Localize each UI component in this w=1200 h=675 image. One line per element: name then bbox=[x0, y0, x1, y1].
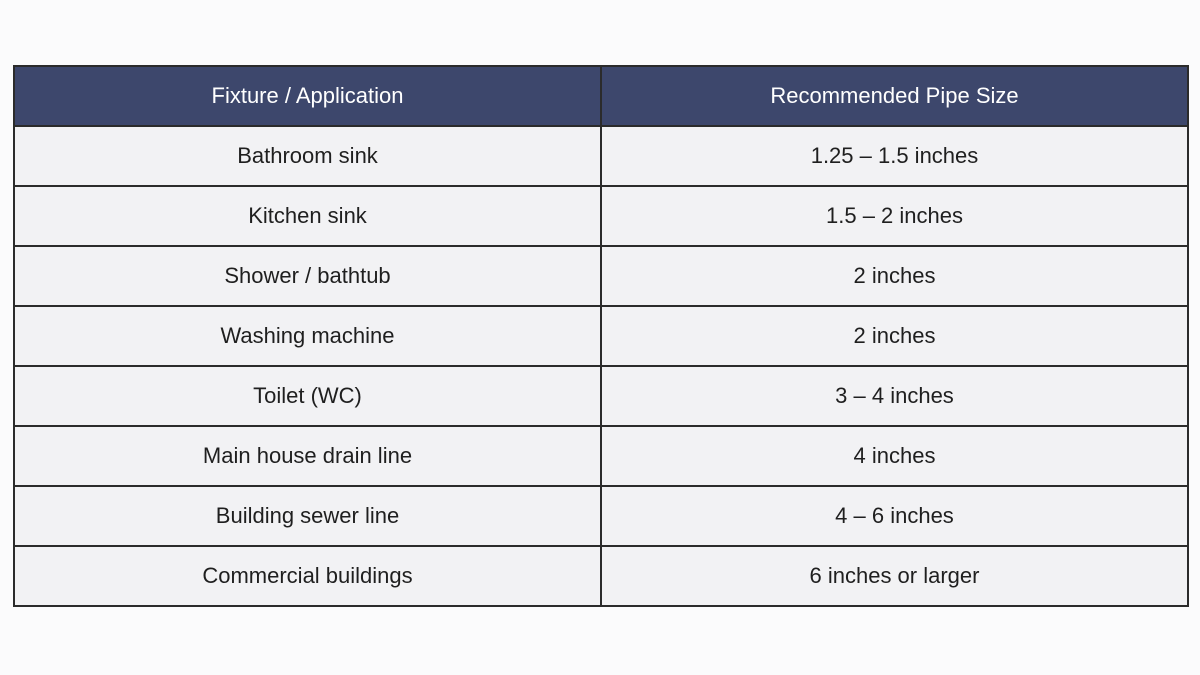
table-row bbox=[14, 426, 1188, 486]
table-row bbox=[14, 306, 1188, 366]
pipe-size-cell: 1.25 – 1.5 inches bbox=[601, 126, 1188, 186]
table-row bbox=[14, 246, 1188, 306]
table-body bbox=[14, 126, 1188, 606]
pipe-size-cell: 1.5 – 2 inches bbox=[601, 186, 1188, 246]
table-row bbox=[14, 186, 1188, 246]
header-row bbox=[14, 66, 1188, 126]
table-row bbox=[14, 486, 1188, 546]
fixture-cell: Main house drain line bbox=[14, 426, 601, 486]
pipe-size-cell: 4 – 6 inches bbox=[601, 486, 1188, 546]
table-row bbox=[14, 126, 1188, 186]
fixture-cell: Bathroom sink bbox=[14, 126, 601, 186]
fixture-cell: Commercial buildings bbox=[14, 546, 601, 606]
fixture-cell: Kitchen sink bbox=[14, 186, 601, 246]
fixture-cell: Shower / bathtub bbox=[14, 246, 601, 306]
pipe-size-table bbox=[13, 65, 1189, 607]
table-row bbox=[14, 366, 1188, 426]
pipe-size-cell: 3 – 4 inches bbox=[601, 366, 1188, 426]
table-header bbox=[14, 66, 1188, 126]
fixture-cell: Building sewer line bbox=[14, 486, 601, 546]
table-row bbox=[14, 546, 1188, 606]
pipe-size-cell: 2 inches bbox=[601, 306, 1188, 366]
header-fixture: Fixture / Application bbox=[14, 66, 601, 126]
header-pipe-size: Recommended Pipe Size bbox=[601, 66, 1188, 126]
pipe-size-cell: 4 inches bbox=[601, 426, 1188, 486]
fixture-cell: Washing machine bbox=[14, 306, 601, 366]
pipe-size-cell: 2 inches bbox=[601, 246, 1188, 306]
fixture-cell: Toilet (WC) bbox=[14, 366, 601, 426]
pipe-size-cell: 6 inches or larger bbox=[601, 546, 1188, 606]
